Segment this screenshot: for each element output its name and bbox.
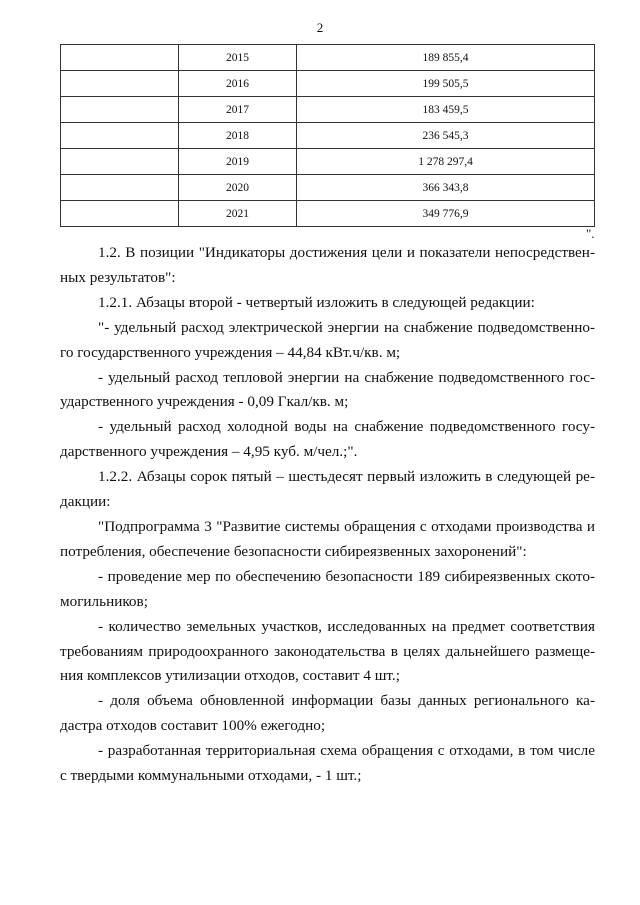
page-number: 2 xyxy=(316,20,324,35)
table-cell-empty xyxy=(61,175,179,201)
table-cell-value: 189 855,4 xyxy=(297,45,595,71)
paragraph: "- удельный расход электрической энергии на снабжение подведомственного государственного учреждения – 44,84 кВт.ч/кв. м; xyxy=(60,318,595,361)
table-cell-value: 236 545,3 xyxy=(297,123,595,149)
table-closing-quote: ". xyxy=(586,226,595,241)
table-cell-value: 1 278 297,4 xyxy=(297,149,595,175)
table-cell-value: 366 343,8 xyxy=(297,175,595,201)
table-row xyxy=(61,149,595,175)
paragraph: - разработанная территориальная схема обращения с отходами, в том числе с твердыми коммунальными отходами, - 1 шт.; xyxy=(60,742,595,785)
paragraph: "Подпрограмма 3 "Развитие системы обращения с отходами производства и потребления, обеспечение безопасности сибиреязвенных захоронений": xyxy=(60,517,595,560)
table-cell-empty xyxy=(61,149,179,175)
table-cell-empty xyxy=(61,71,179,97)
paragraph: - количество земельных участков, исследованных на предмет соответствия требованиям природоохранного законодательства в целях дальнейшего размещения комплексов утилизации отходов, составит 4 шт.; xyxy=(60,617,595,685)
table-cell-empty xyxy=(61,45,179,71)
table-cell-year: 2015 xyxy=(179,45,297,71)
paragraph: - удельный расход тепловой энергии на снабжение подведомственного государственного учреждения - 0,09 Гкал/кв. м; xyxy=(60,368,595,411)
paragraph: 1.2.2. Абзацы сорок пятый – шестьдесят первый изложить в следующей редакции: xyxy=(60,468,595,511)
table-cell-value: 199 505,5 xyxy=(297,71,595,97)
table-cell-empty xyxy=(61,123,179,149)
table-cell-value: 183 459,5 xyxy=(297,97,595,123)
document-body xyxy=(60,241,595,789)
table-row xyxy=(61,201,595,227)
table-cell-year: 2018 xyxy=(179,123,297,149)
table-row xyxy=(61,175,595,201)
paragraph: 1.2.1. Абзацы второй - четвертый изложить в следующей редакции: xyxy=(98,293,535,311)
table-cell-year: 2016 xyxy=(179,71,297,97)
table-cell-empty xyxy=(61,201,179,227)
table-row xyxy=(61,97,595,123)
budget-table xyxy=(60,44,595,227)
table-cell-value: 349 776,9 xyxy=(297,201,595,227)
paragraph: - доля объема обновленной информации базы данных регионального кадастра отходов составит 100% ежегодно; xyxy=(60,692,595,735)
paragraph: - удельный расход холодной воды на снабжение подведомственного государственного учреждения – 4,95 куб. м/чел.;". xyxy=(60,418,595,461)
table-cell-year: 2020 xyxy=(179,175,297,201)
table-cell-year: 2019 xyxy=(179,149,297,175)
table-cell-empty xyxy=(61,97,179,123)
table-cell-year: 2021 xyxy=(179,201,297,227)
paragraph: - проведение мер по обеспечению безопасности 189 сибиреязвенных скотомогильников; xyxy=(60,567,595,610)
table-row xyxy=(61,71,595,97)
paragraph: 1.2. В позиции "Индикаторы достижения цели и показатели непосредственных результатов": xyxy=(60,244,595,286)
table-cell-year: 2017 xyxy=(179,97,297,123)
table-row xyxy=(61,45,595,71)
table-row xyxy=(61,123,595,149)
